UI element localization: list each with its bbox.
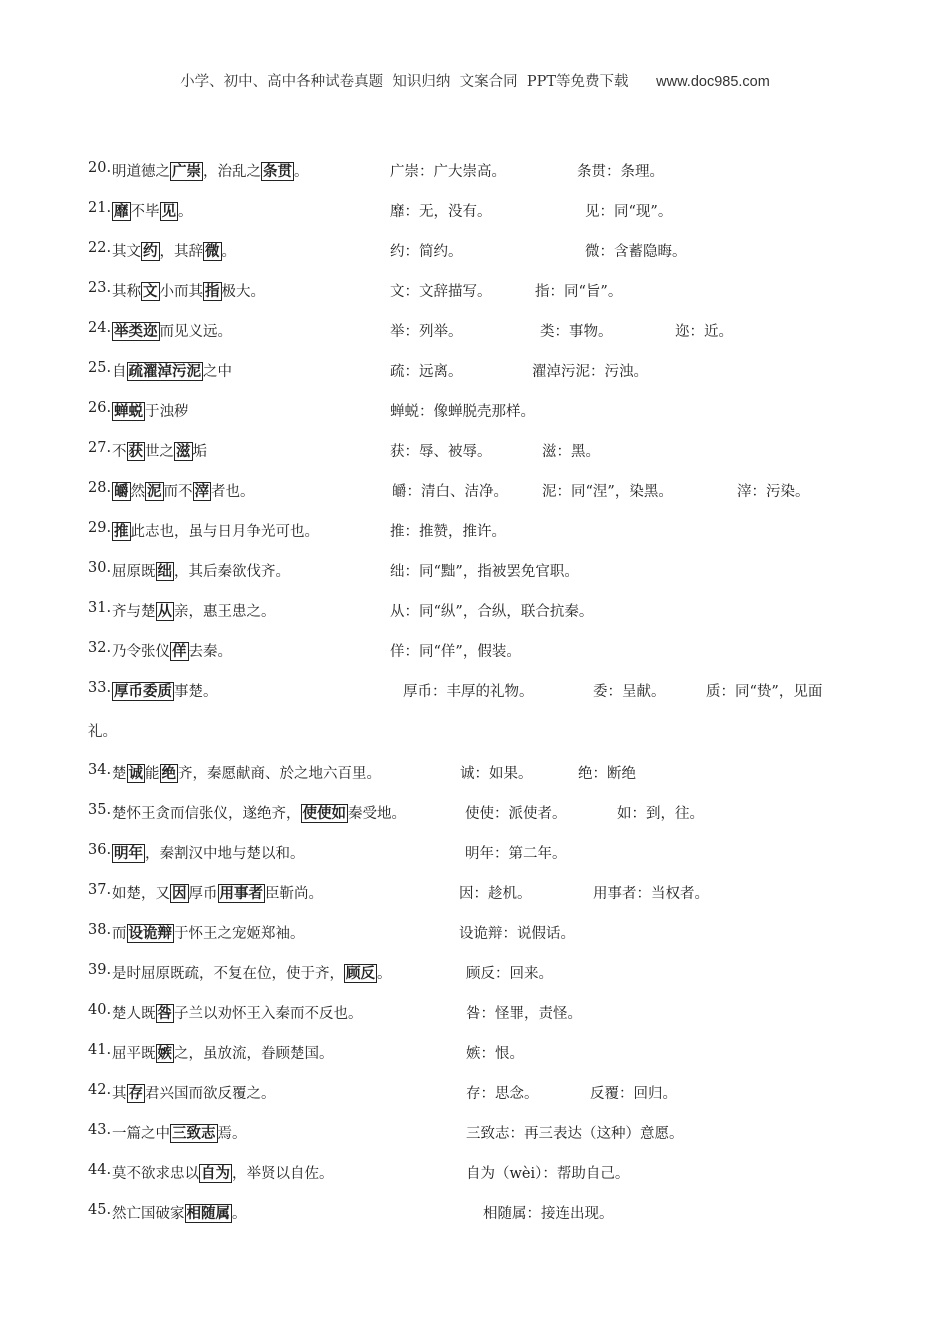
entry-definition: 绌：同“黜”，指被罢免官职。 — [390, 564, 579, 580]
entry-row — [0, 878, 950, 904]
sentence-text: 而不 — [163, 484, 193, 500]
entry-sentence — [112, 680, 218, 701]
entry-sentence — [112, 320, 232, 341]
entry-number: 28. — [88, 480, 112, 496]
boxed-keyword: 广崇 — [172, 163, 201, 180]
sentence-text: ，其辞 — [159, 244, 203, 260]
sentence-text: 子兰以劝怀王入秦而不反也。 — [174, 1006, 363, 1022]
sentence-text: 。 — [178, 204, 193, 220]
boxed-keyword: 指 — [205, 283, 220, 300]
entry-definition: 明年：第二年。 — [465, 846, 567, 862]
sentence-text: 世之 — [145, 444, 174, 460]
header-site: www.doc985.com — [656, 74, 770, 90]
sentence-text: 如楚，又 — [112, 886, 170, 902]
boxed-keyword: 推 — [114, 523, 129, 540]
sentence-text: 然 — [130, 484, 145, 500]
entry-sentence — [112, 1162, 334, 1183]
entry-definition: 疏：远离。 — [390, 364, 463, 380]
entry-definition: 质：同“贽”，见面 — [706, 684, 823, 700]
entry-definition: 皭：清白、洁净。 — [392, 484, 508, 500]
sentence-text: 而 — [112, 926, 127, 942]
entry-row — [0, 596, 950, 622]
sentence-text: 。 — [232, 1206, 247, 1222]
entry-definition-continued: 礼。 — [88, 724, 117, 740]
boxed-keyword: 嫉 — [157, 1045, 172, 1062]
entry-definition: 佯：同“佯”，假装。 — [390, 644, 521, 660]
entry-definition: 自为（wèi）：帮助自己。 — [466, 1166, 630, 1182]
boxed-keyword: 相随属 — [186, 1205, 230, 1222]
sentence-text: 臣靳尚。 — [265, 886, 323, 902]
entry-number: 35. — [88, 802, 112, 818]
sentence-text: 于怀王之宠姬郑袖。 — [174, 926, 305, 942]
entry-number: 23. — [88, 280, 112, 296]
entry-sentence — [112, 560, 290, 581]
boxed-keyword: 设诡辩 — [128, 925, 172, 942]
sentence-text: ，治乱之 — [203, 164, 261, 180]
sentence-text: 其文 — [112, 244, 141, 260]
boxed-keyword: 皭 — [114, 483, 129, 500]
entry-sentence — [112, 160, 309, 181]
entry-definition: 诚：如果。 — [460, 766, 533, 782]
entry-number: 26. — [88, 400, 112, 416]
boxed-keyword: 诚 — [128, 765, 143, 782]
entry-definition: 滋：黑。 — [542, 444, 600, 460]
sentence-text: 齐，秦愿献商、於之地六百里。 — [178, 766, 381, 782]
sentence-text: 齐与楚 — [112, 604, 156, 620]
entry-definition: 三致志：再三表达（这种）意愿。 — [466, 1126, 684, 1142]
entry-number: 29. — [88, 520, 112, 536]
entry-definition: 见：同“现”。 — [585, 204, 673, 220]
sentence-text: 秦受地。 — [348, 806, 406, 822]
entry-sentence — [112, 762, 381, 783]
entry-row — [0, 1078, 950, 1104]
entry-number: 44. — [88, 1162, 112, 1178]
entry-definition: 滓：污染。 — [737, 484, 810, 500]
entry-row — [0, 838, 950, 864]
sentence-text: ，举贤以自佐。 — [232, 1166, 334, 1182]
entry-definition: 厚币：丰厚的礼物。 — [403, 684, 534, 700]
entry-definition: 约：简约。 — [390, 244, 463, 260]
boxed-keyword: 约 — [143, 243, 158, 260]
entry-sentence — [112, 1202, 247, 1223]
entry-number: 34. — [88, 762, 112, 778]
entry-definition: 反覆：回归。 — [590, 1086, 677, 1102]
entry-row — [0, 476, 950, 502]
sentence-text: ，其后秦欲伐齐。 — [174, 564, 290, 580]
sentence-text: 乃令张仪 — [112, 644, 170, 660]
entry-row — [0, 356, 950, 382]
sentence-text: 能 — [145, 766, 160, 782]
entry-sentence — [112, 1122, 247, 1143]
sentence-text: ，秦割汉中地与楚以和。 — [145, 846, 305, 862]
sentence-text: 厚币 — [188, 886, 218, 902]
boxed-keyword: 厚币委质 — [114, 683, 172, 700]
entry-sentence — [112, 520, 319, 541]
entry-sentence — [112, 882, 323, 903]
sentence-text: 之，虽放流，眷顾楚国。 — [174, 1046, 334, 1062]
entry-definition: 咎：怪罪，责怪。 — [466, 1006, 582, 1022]
boxed-keyword: 因 — [172, 885, 187, 902]
sentence-text: 者也。 — [211, 484, 255, 500]
boxed-keyword: 滋 — [176, 443, 191, 460]
entry-definition: 从：同“纵”，合纵，联合抗秦。 — [390, 604, 594, 620]
sentence-text: 不 — [112, 444, 127, 460]
boxed-keyword: 佯 — [172, 643, 187, 660]
entry-number: 30. — [88, 560, 112, 576]
boxed-keyword: 微 — [205, 243, 220, 260]
boxed-keyword: 三致志 — [172, 1125, 216, 1142]
entry-row — [0, 156, 950, 182]
entry-definition: 泥：同“涅”，染黑。 — [542, 484, 673, 500]
sentence-text: 自 — [112, 364, 127, 380]
entry-definition: 嫉：恨。 — [466, 1046, 524, 1062]
sentence-text: 。 — [294, 164, 309, 180]
boxed-keyword: 用事者 — [219, 885, 263, 902]
sentence-text: 极大。 — [221, 284, 265, 300]
entry-definition: 条贯：条理。 — [577, 164, 664, 180]
entry-number: 45. — [88, 1202, 112, 1218]
boxed-keyword: 靡 — [114, 203, 129, 220]
entry-definition: 用事者：当权者。 — [593, 886, 709, 902]
entry-definition: 使使：派使者。 — [465, 806, 567, 822]
entry-row — [0, 556, 950, 582]
boxed-keyword: 自为 — [201, 1165, 230, 1182]
boxed-keyword: 明年 — [114, 845, 143, 862]
entry-row — [0, 1038, 950, 1064]
entry-number: 41. — [88, 1042, 112, 1058]
entry-row — [0, 196, 950, 222]
sentence-text: 其 — [112, 1086, 127, 1102]
entry-sentence — [112, 600, 276, 621]
entry-number: 39. — [88, 962, 112, 978]
boxed-keyword: 文 — [143, 283, 158, 300]
entry-definition: 濯淖污泥：污浊。 — [532, 364, 648, 380]
boxed-keyword: 使使如 — [302, 805, 346, 822]
boxed-keyword: 条贯 — [263, 163, 292, 180]
entry-row — [0, 396, 950, 422]
entry-number: 33. — [88, 680, 112, 696]
entry-row — [0, 798, 950, 824]
entry-row — [0, 918, 950, 944]
entry-sentence — [112, 922, 305, 943]
entry-definition: 举：列举。 — [390, 324, 463, 340]
entry-definition: 如：到，往。 — [617, 806, 704, 822]
entry-number: 43. — [88, 1122, 112, 1138]
boxed-keyword: 滓 — [194, 483, 209, 500]
boxed-keyword: 绝 — [161, 765, 176, 782]
entry-sentence — [112, 962, 392, 983]
sentence-text: 楚人既 — [112, 1006, 156, 1022]
entry-number: 31. — [88, 600, 112, 616]
sentence-text: 焉。 — [217, 1126, 247, 1142]
entry-definition: 文：文辞描写。 — [390, 284, 492, 300]
boxed-keyword: 疏濯淖污泥 — [128, 363, 201, 380]
header-text: 小学、初中、高中各种试卷真题 知识归纳 文案合同 PPT等免费下载 — [180, 74, 629, 90]
sentence-text: 然亡国破家 — [112, 1206, 185, 1222]
sentence-text: 楚 — [112, 766, 127, 782]
entry-row — [0, 1158, 950, 1184]
entry-number: 37. — [88, 882, 112, 898]
entry-number: 42. — [88, 1082, 112, 1098]
boxed-keyword: 获 — [128, 443, 143, 460]
entry-sentence — [112, 1082, 276, 1103]
entry-definition: 蝉蜕：像蝉脱壳那样。 — [390, 404, 535, 420]
entry-definition: 绝：断绝 — [578, 766, 636, 782]
entry-number: 32. — [88, 640, 112, 656]
entry-sentence — [112, 802, 406, 823]
entry-number: 21. — [88, 200, 112, 216]
boxed-keyword: 举类迩 — [114, 323, 158, 340]
entry-sentence — [112, 400, 189, 421]
entry-row — [0, 316, 950, 342]
boxed-keyword: 咎 — [157, 1005, 172, 1022]
entry-number: 40. — [88, 1002, 112, 1018]
entry-sentence — [112, 440, 207, 461]
entry-row — [0, 236, 950, 262]
sentence-text: 。 — [221, 244, 236, 260]
entry-sentence — [112, 200, 193, 221]
entry-definition: 类：事物。 — [540, 324, 613, 340]
entry-row — [0, 1118, 950, 1144]
entry-definition: 因：趁机。 — [459, 886, 532, 902]
sentence-text: 莫不欲求忠以 — [112, 1166, 199, 1182]
entry-row — [0, 758, 950, 784]
entry-row — [0, 276, 950, 302]
entry-row — [0, 1198, 950, 1224]
sentence-text: 去秦。 — [188, 644, 232, 660]
entry-definition: 顾反：回来。 — [466, 966, 553, 982]
sentence-text: 其称 — [112, 284, 141, 300]
sentence-text: 明道德之 — [112, 164, 170, 180]
sentence-text: 屈平既 — [112, 1046, 156, 1062]
entry-definition: 广崇：广大崇高。 — [390, 164, 506, 180]
entry-definition: 相随属：接连出现。 — [483, 1206, 614, 1222]
entry-row — [0, 998, 950, 1024]
boxed-keyword: 蝉蜕 — [114, 403, 143, 420]
entry-number: 25. — [88, 360, 112, 376]
sentence-text: 小而其 — [159, 284, 203, 300]
entry-sentence — [112, 480, 255, 501]
sentence-text: 不毕 — [130, 204, 160, 220]
entry-definition: 微：含蓄隐晦。 — [585, 244, 687, 260]
sentence-text: 此志也，虽与日月争光可也。 — [130, 524, 319, 540]
boxed-keyword: 见 — [161, 203, 176, 220]
sentence-text: 而见义远。 — [159, 324, 232, 340]
entry-number: 27. — [88, 440, 112, 456]
boxed-keyword: 绌 — [157, 563, 172, 580]
entry-row — [0, 636, 950, 662]
page-header — [0, 70, 950, 91]
entry-row — [0, 958, 950, 984]
entry-number: 38. — [88, 922, 112, 938]
entry-definition: 委：呈献。 — [593, 684, 666, 700]
entry-sentence — [112, 1002, 363, 1023]
entry-row — [0, 436, 950, 462]
boxed-keyword: 泥 — [147, 483, 162, 500]
entry-number: 22. — [88, 240, 112, 256]
entry-sentence — [112, 280, 265, 301]
boxed-keyword: 从 — [157, 603, 172, 620]
entry-number: 36. — [88, 842, 112, 858]
entry-number: 20. — [88, 160, 112, 176]
sentence-text: 事楚。 — [174, 684, 218, 700]
entry-sentence — [112, 640, 232, 661]
sentence-text: 亲，惠王患之。 — [174, 604, 276, 620]
entry-definition: 迩：近。 — [675, 324, 733, 340]
entry-definition: 存：思念。 — [466, 1086, 539, 1102]
entry-sentence — [112, 1042, 334, 1063]
sentence-text: 一篇之中 — [112, 1126, 170, 1142]
entry-definition: 靡：无，没有。 — [390, 204, 492, 220]
entry-sentence — [112, 360, 232, 381]
boxed-keyword: 顾反 — [346, 965, 375, 982]
entry-sentence — [112, 240, 236, 261]
sentence-text: 垢 — [192, 444, 207, 460]
sentence-text: 是时屈原既疏，不复在位，使于齐， — [112, 966, 344, 982]
sentence-text: 之中 — [203, 364, 232, 380]
sentence-text: 楚怀王贪而信张仪，遂绝齐， — [112, 806, 301, 822]
entry-definition: 设诡辩：说假话。 — [459, 926, 575, 942]
sentence-text: 。 — [377, 966, 392, 982]
entry-row — [0, 676, 950, 702]
boxed-keyword: 存 — [128, 1085, 143, 1102]
entry-sentence — [112, 842, 305, 863]
sentence-text: 于浊秽 — [145, 404, 189, 420]
entry-row — [0, 516, 950, 542]
entry-definition: 推：推赞，推许。 — [390, 524, 506, 540]
sentence-text: 君兴国而欲反覆之。 — [145, 1086, 276, 1102]
entry-number: 24. — [88, 320, 112, 336]
entry-definition: 指：同“旨”。 — [535, 284, 623, 300]
sentence-text: 屈原既 — [112, 564, 156, 580]
entry-definition: 获：辱、被辱。 — [390, 444, 492, 460]
